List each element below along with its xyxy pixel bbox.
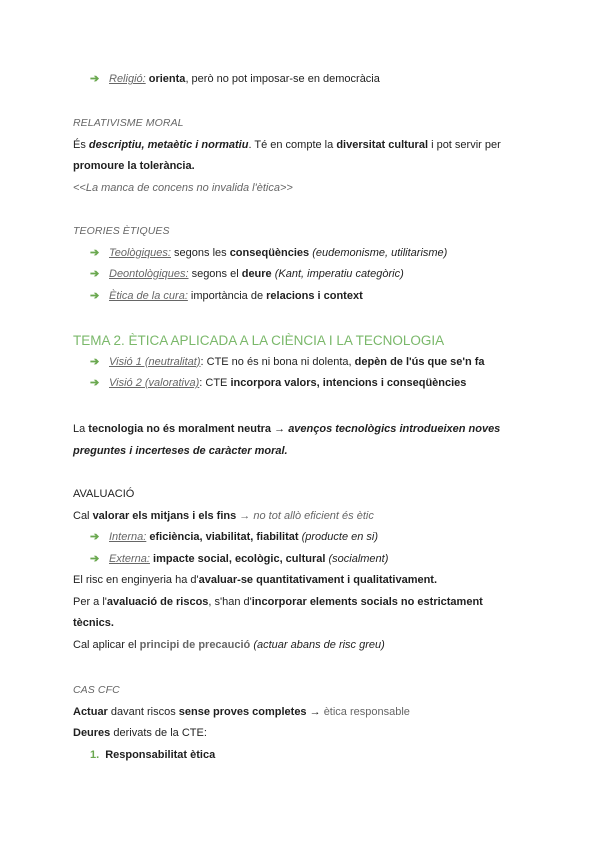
paragraph-line: Actuar davant riscos sense proves completes → ètica responsable — [73, 705, 410, 718]
bullet-item: ➔ Deontològiques: segons el deure (Kant, imperatiu categòric) — [90, 264, 540, 286]
paragraph-line: Deures derivats de la CTE: — [73, 727, 207, 739]
section-heading: TEORIES ÈTIQUES — [73, 225, 170, 237]
tecnologia-paragraph — [73, 419, 540, 462]
section-heading: CAS CFC — [73, 684, 120, 696]
avaluacio-section — [73, 484, 540, 656]
item-text: Responsabilitat ètica — [105, 748, 216, 761]
relativisme-section — [73, 113, 540, 199]
paragraph-line: promoure la tolerància. — [73, 160, 195, 172]
section-heading: RELATIVISME MORAL — [73, 117, 184, 129]
tema2-section — [73, 330, 540, 395]
bullet-item: ➔ Teològiques: segons les conseqüències (eudemonisme, utilitarisme) — [90, 243, 540, 265]
teories-section — [73, 221, 540, 307]
paragraph-line: La tecnologia no és moralment neutra → avenços tecnològics introdueixen noves — [73, 423, 501, 435]
tema-heading: TEMA 2. ÈTICA APLICADA A LA CIÈNCIA I LA TECNOLOGIA — [73, 333, 445, 348]
arrow-icon: ➔ — [90, 268, 100, 280]
religio-section — [73, 69, 540, 91]
bullet-label: Religió: — [109, 73, 146, 85]
paragraph-line: Cal aplicar el principi de precaució (actuar abans de risc greu) — [73, 638, 385, 651]
paragraph-line: preguntes i incerteses de caràcter moral. — [73, 444, 288, 457]
bullet-strong: orienta — [148, 73, 186, 85]
bullet-text: , però no pot imposar-se en democràcia — [185, 73, 380, 85]
arrow-icon: ➔ — [90, 355, 100, 368]
quote-line: <<La manca de concens no invalida l'ètica>> — [73, 181, 293, 194]
bullet-item: ➔ Externa: impacte social, ecològic, cultural (socialment) — [90, 549, 540, 571]
cas-cfc-section — [73, 680, 540, 766]
paragraph-line: Cal valorar els mitjans i els fins → no tot allò eficient és ètic — [73, 509, 374, 522]
bullet-item: ➔ Visió 1 (neutralitat): CTE no és ni bona ni dolenta, depèn de l'ús que se'n fa — [90, 352, 540, 374]
section-heading: AVALUACIÓ — [73, 488, 135, 500]
arrow-icon: ➔ — [90, 73, 100, 85]
paragraph-line: És descriptiu, metaètic i normatiu. Té en compte la diversitat cultural i pot servir per — [73, 138, 501, 151]
paragraph-line: Per a l'avaluació de riscos, s'han d'incorporar elements socials no estrictament — [73, 595, 483, 608]
paragraph-line: tècnics. — [73, 617, 114, 629]
arrow-icon: ➔ — [90, 531, 100, 543]
paragraph-line: El risc en enginyeria ha d'avaluar-se quantitativament i qualitativament. — [73, 574, 438, 586]
bullet-item — [90, 69, 540, 91]
arrow-icon: ➔ — [90, 552, 100, 565]
arrow-icon: ➔ — [90, 246, 100, 259]
item-number: 1. — [90, 748, 100, 761]
numbered-item — [73, 745, 540, 767]
arrow-icon: ➔ — [90, 289, 100, 302]
bullet-item: ➔ Interna: eficiència, viabilitat, fiabilitat (producte en si) — [90, 527, 540, 549]
bullet-item: ➔ Visió 2 (valorativa): CTE incorpora valors, intencions i conseqüències — [90, 373, 540, 395]
bullet-item: ➔ Ètica de la cura: importància de relacions i context — [90, 286, 540, 308]
arrow-icon: ➔ — [90, 377, 100, 389]
